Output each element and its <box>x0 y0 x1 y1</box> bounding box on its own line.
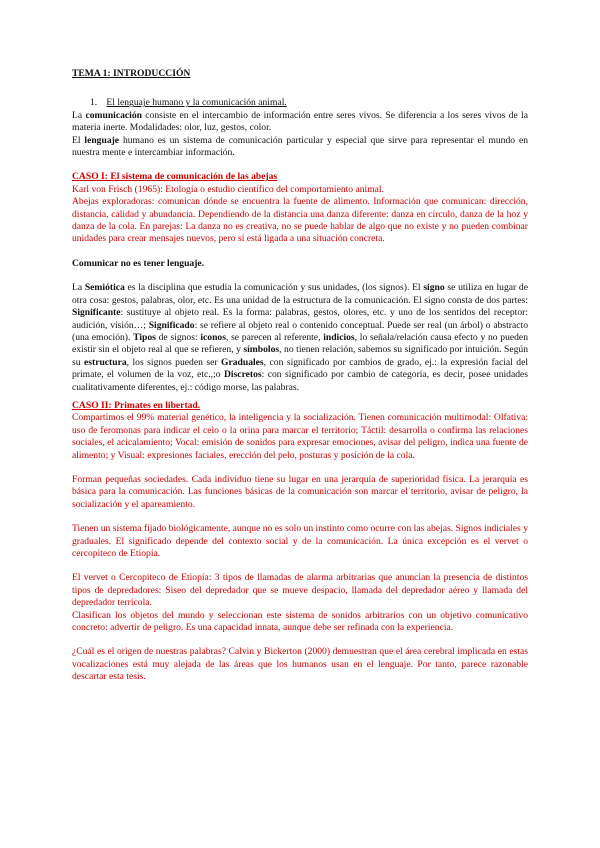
case2-paragraph-1: Compartimos el 99% material genético, la inteligencia y la socialización. Tienen comunicación multimodal: Olfativa: uso de feromonas para indicar el celo o la orina para marcar el territorio; Táctil: desarrolla o confirma las relaciones sociales, el acicalamiento; Vocal: emisión de sonidos para expresar emociones, avisar del peligro, indica una fuente de alimento; y Visual: expresiones faciales, erección del pelo, posturas y posición de la cola. <box>72 412 528 461</box>
term-significado: Significado <box>148 319 195 331</box>
case2-title: CASO II: Primates en libertad. <box>72 399 201 411</box>
paragraph-lenguaje <box>72 135 528 160</box>
document-page <box>72 68 528 684</box>
case1-paragraph: Abejas exploradoras: comunican dónde se encuentra la fuente de alimento. Información que comunican: dirección, distancia, calidad y abundancia. Dependiendo de la distancia una danza diferente: danza en círculo, danza de la hoz y danza de la cola. En parejas: La danza no es creativa, no se puede hablar de algo que no existe y no pueden combinar unidades para crear mensajes nuevos, pero sí está ligada a una situación concreta. <box>72 196 528 245</box>
case1-reference: Karl von Frisch (1965): Etología o estudio científico del comportamiento animal. <box>72 183 384 195</box>
document-title: TEMA 1: INTRODUCCIÓN <box>72 68 191 79</box>
term-significante: Significante <box>72 307 121 319</box>
case2-paragraph-4: El vervet o Cercopiteco de Etiopía: 3 tipos de llamadas de alarma arbitrarias que anuncian la presencia de distintos tipos de depredadores: Siseo del depredador que se mueve despacio, llamada del depredador aéreo y llamada del depredador terrícola. <box>72 572 528 609</box>
text-run: , lo señala/relación causa efecto y no pueden existir sin el objeto real al que se refieren, y <box>72 331 528 356</box>
term-signo: signo <box>423 282 445 294</box>
term-graduales: Graduales <box>221 356 264 368</box>
text-run: La <box>72 109 86 121</box>
text-run: , con significado por cambios de grado, ej.: la expresión facial del primate, el volumen de la voz, etc.,;o <box>72 356 528 381</box>
case2-paragraph-2: Forman pequeñas sociedades. Cada individuo tiene su lugar en una jerarquía de superioridad física. La jerarquía es básica para la comunicación. Las funciones básicas de la comunicación son marcar el territorio, avisar de peligro, la socialización y el apareamiento. <box>72 473 528 510</box>
text-run: de signos: <box>155 331 201 343</box>
term-estructura: estructura <box>84 356 127 368</box>
term-tipos: Tipos <box>133 331 156 343</box>
section-heading <box>72 97 528 109</box>
text-run: , no tienen relación, sabemos su significado por intuición. Según su <box>72 344 528 368</box>
term-comunicacion: comunicación <box>85 109 142 121</box>
text-run: es la disciplina que estudia la comunicación y sus unidades, (los signos). El <box>124 282 424 294</box>
term-discretos: Discretos <box>223 369 262 381</box>
text-run: se utiliza en lugar de otra cosa: gestos, palabras, olor, etc. Es una unidad de la estructura de la comunicación. El signo consta de dos partes: <box>72 282 528 306</box>
term-iconos: iconos <box>200 331 226 343</box>
text-run: : se refiere al objeto real o contenido conceptual. Puede ser real (un árbol) o abstracto (una emoción). <box>72 319 528 343</box>
case2-paragraph-5: Clasifican los objetos del mundo y seleccionan este sistema de sonidos arbitrarios con un objetivo comunicativo concreto: advertir de peligro. Es una capacidad innata, aunque debe ser refinada con la experiencia. <box>72 609 528 634</box>
text-run: : con significado por cambio de categoría, es decir, posee unidades cualitativamente diferentes, ej.: código morse, las palabras. <box>72 369 528 393</box>
case2-paragraph-6: ¿Cuál es el origen de nuestras palabras? Calvin y Bickerton (2000) demuestran que el área cerebral implicada en estas vocalizaciones está muy alejada de las áreas que los humanos usan en el lenguaje. Por tanto, parece razonable descartar esta tesis. <box>72 646 528 683</box>
text-run: , se parecen al referente, <box>225 331 324 343</box>
paragraph-semiotica <box>72 282 528 394</box>
section-label: El lenguaje humano y la comunicación animal. <box>106 97 287 109</box>
text-run: El <box>72 134 85 146</box>
term-semiotica: Semiótica <box>84 282 125 294</box>
text-run: , los signos pueden ser <box>126 356 221 368</box>
text-run: : sustituye al objeto real. Es la forma: palabras, gestos, olores, etc. y uno de los sentidos del receptor: audición, visión…; <box>72 307 528 331</box>
text-run: humano es un sistema de comunicación particular y especial que sirve para representar el mundo en nuestra mente e intercambiar información. <box>72 134 529 159</box>
case2-paragraph-3: Tienen un sistema fijado biológicamente, aunque no es solo un instinto como ocurre con las abejas. Signos indiciales y graduales. El significado depende del contexto social y de la comunicación. La única excepción es el vervet o cercopiteco de Etiopía. <box>72 523 528 559</box>
term-indicios: indicios <box>323 331 355 343</box>
text-run: consiste en el intercambio de información entre seres vivos. Se diferencia a los seres vivos de la materia inerte. Modalidades: olor, luz, gestos, color. <box>72 109 528 134</box>
heading-comunicar: Comunicar no es tener lenguaje. <box>72 257 205 269</box>
term-lenguaje: lenguaje <box>84 134 120 146</box>
text-run: La <box>72 282 85 294</box>
section-number: 1. <box>90 97 98 109</box>
case1-title: CASO I: El sistema de comunicación de las abejas <box>72 171 278 183</box>
term-simbolos: símbolos <box>243 344 280 356</box>
paragraph-comunicacion <box>72 110 528 135</box>
